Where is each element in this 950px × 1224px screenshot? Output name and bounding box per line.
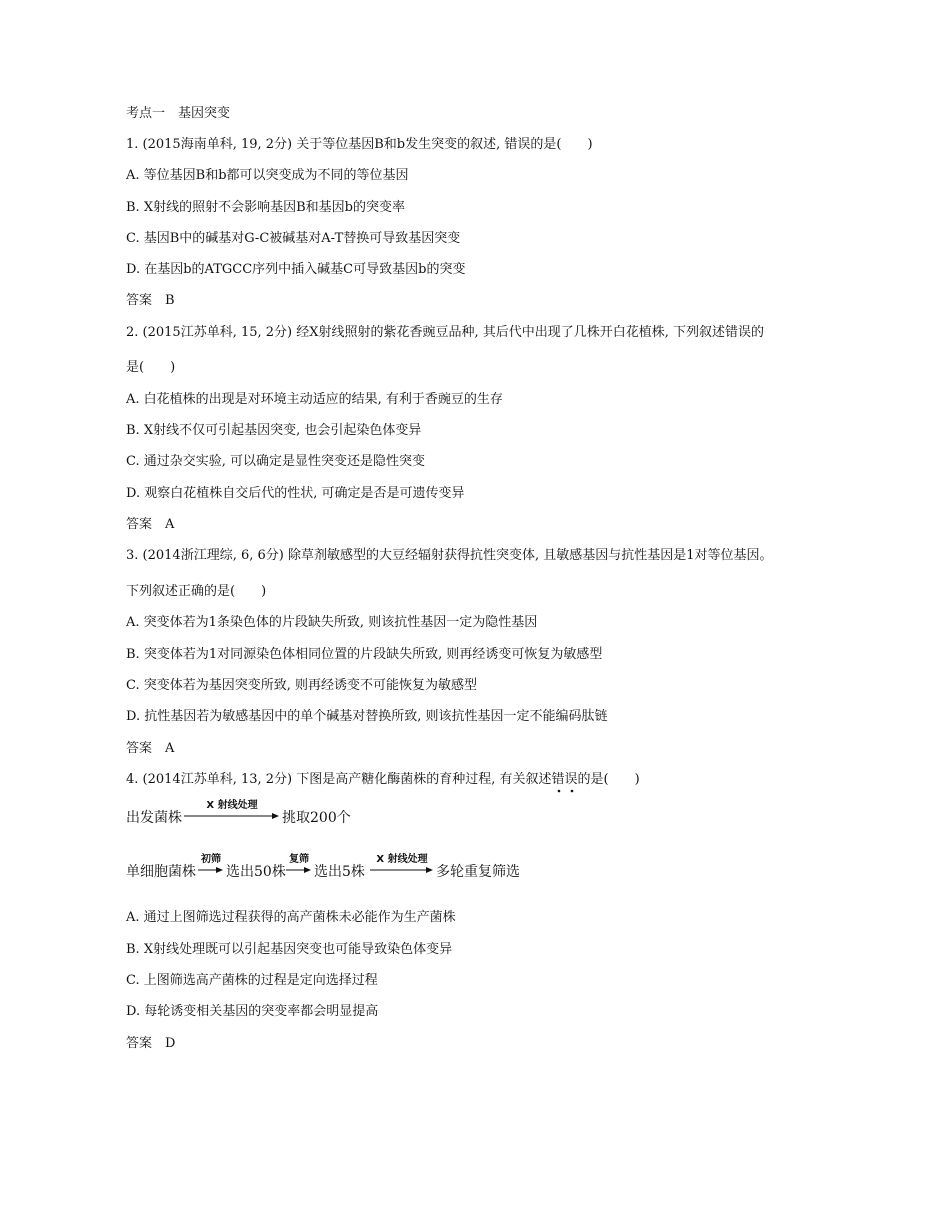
question-1-option-c: C. 基因B中的碱基对G-C被碱基对A-T替换可导致基因突变 bbox=[126, 231, 461, 246]
question-2-option-c: C. 通过杂交实验, 可以确定是显性突变还是隐性突变 bbox=[126, 454, 426, 469]
right-arrow-icon bbox=[198, 866, 224, 874]
question-4-stem bbox=[126, 772, 640, 788]
flow1-start: 出发菌株 bbox=[126, 810, 182, 826]
question-1-option-b: B. X射线的照射不会影响基因B和基因b的突变率 bbox=[126, 200, 405, 215]
flow1-end: 挑取200个 bbox=[282, 810, 351, 826]
question-2-stem: 2. (2015江苏单科, 15, 2分) 经X射线照射的紫花香豌豆品种, 其后代中出现了几株开白花植株, 下列叙述错误的 bbox=[126, 325, 765, 340]
right-arrow-icon bbox=[184, 812, 280, 820]
question-4-stem-pre: 4. (2014江苏单科, 13, 2分) 下图是高产糖化酶菌株的育种过程, 有关叙述 bbox=[126, 772, 552, 787]
flow1-arrow bbox=[184, 800, 280, 822]
question-2-option-a: A. 白花植株的出现是对环境主动适应的结果, 有利于香豌豆的生存 bbox=[126, 392, 503, 407]
question-3-stem: 3. (2014浙江理综, 6, 6分) 除草剂敏感型的大豆经辐射获得抗性突变体, 且敏感基因与抗性基因是1对等位基因。 bbox=[126, 548, 773, 563]
flow2-arrow-1 bbox=[198, 854, 224, 876]
question-1-answer: 答案 B bbox=[126, 293, 175, 308]
question-3-option-a: A. 突变体若为1条染色体的片段缺失所致, 则该抗性基因一定为隐性基因 bbox=[126, 615, 538, 630]
flow-diagram-1 bbox=[126, 798, 386, 828]
question-2-answer: 答案 A bbox=[126, 517, 175, 532]
question-2-option-b: B. X射线不仅可引起基因突变, 也会引起染色体变异 bbox=[126, 423, 422, 438]
right-arrow-icon bbox=[370, 866, 434, 874]
question-4-option-b: B. X射线处理既可以引起基因突变也可能导致染色体变异 bbox=[126, 942, 453, 957]
question-4-stem-emphasis-text: 错误 bbox=[551, 772, 578, 787]
section-title: 考点一 基因突变 bbox=[126, 106, 231, 121]
flow2-arrow-3 bbox=[370, 854, 434, 876]
question-4-stem-post: 的是( ) bbox=[577, 772, 640, 787]
question-3-option-b: B. 突变体若为1对同源染色体相同位置的片段缺失所致, 则再经诱变可恢复为敏感型 bbox=[126, 647, 603, 662]
question-4-option-c: C. 上图筛选高产菌株的过程是定向选择过程 bbox=[126, 973, 378, 988]
flow2-mid-1: 选出50株 bbox=[226, 864, 286, 880]
question-1-stem: 1. (2015海南单科, 19, 2分) 关于等位基因B和b发生突变的叙述, 错误的是( ) bbox=[126, 137, 593, 152]
flow2-start: 单细胞菌株 bbox=[126, 864, 196, 880]
question-3-stem-cont: 下列叙述正确的是( ) bbox=[126, 584, 267, 599]
question-1-option-a: A. 等位基因B和b都可以突变成为不同的等位基因 bbox=[126, 168, 409, 183]
right-arrow-icon bbox=[286, 866, 312, 874]
question-4-stem-emphasis bbox=[552, 772, 578, 788]
question-3-answer: 答案 A bbox=[126, 741, 175, 756]
flow2-mid-2: 选出5株 bbox=[314, 864, 365, 880]
flow2-arrow-2-label: 复筛 bbox=[289, 854, 309, 865]
question-1-option-d: D. 在基因b的ATGCC序列中插入碱基C可导致基因b的突变 bbox=[126, 262, 466, 277]
flow2-arrow-3-label: X 射线处理 bbox=[376, 854, 428, 865]
question-2-option-d: D. 观察白花植株自交后代的性状, 可确定是否是可遗传变异 bbox=[126, 486, 465, 501]
question-3-option-c: C. 突变体若为基因突变所致, 则再经诱变不可能恢复为敏感型 bbox=[126, 678, 478, 693]
question-2-stem-cont: 是( ) bbox=[126, 360, 176, 375]
question-4-answer: 答案 D bbox=[126, 1036, 176, 1051]
question-4-option-a: A. 通过上图筛选过程获得的高产菌株未必能作为生产菌株 bbox=[126, 910, 456, 925]
emphasis-dots-icon bbox=[552, 788, 582, 794]
question-3-option-d: D. 抗性基因若为敏感基因中的单个碱基对替换所致, 则该抗性基因一定不能编码肽链 bbox=[126, 709, 608, 724]
flow1-arrow-label: X 射线处理 bbox=[206, 800, 258, 811]
flow2-end: 多轮重复筛选 bbox=[436, 864, 520, 880]
flow2-arrow-1-label: 初筛 bbox=[201, 854, 221, 865]
flow2-arrow-2 bbox=[286, 854, 312, 876]
flow-diagram-2 bbox=[126, 852, 546, 882]
question-4-option-d: D. 每轮诱变相关基因的突变率都会明显提高 bbox=[126, 1004, 379, 1019]
